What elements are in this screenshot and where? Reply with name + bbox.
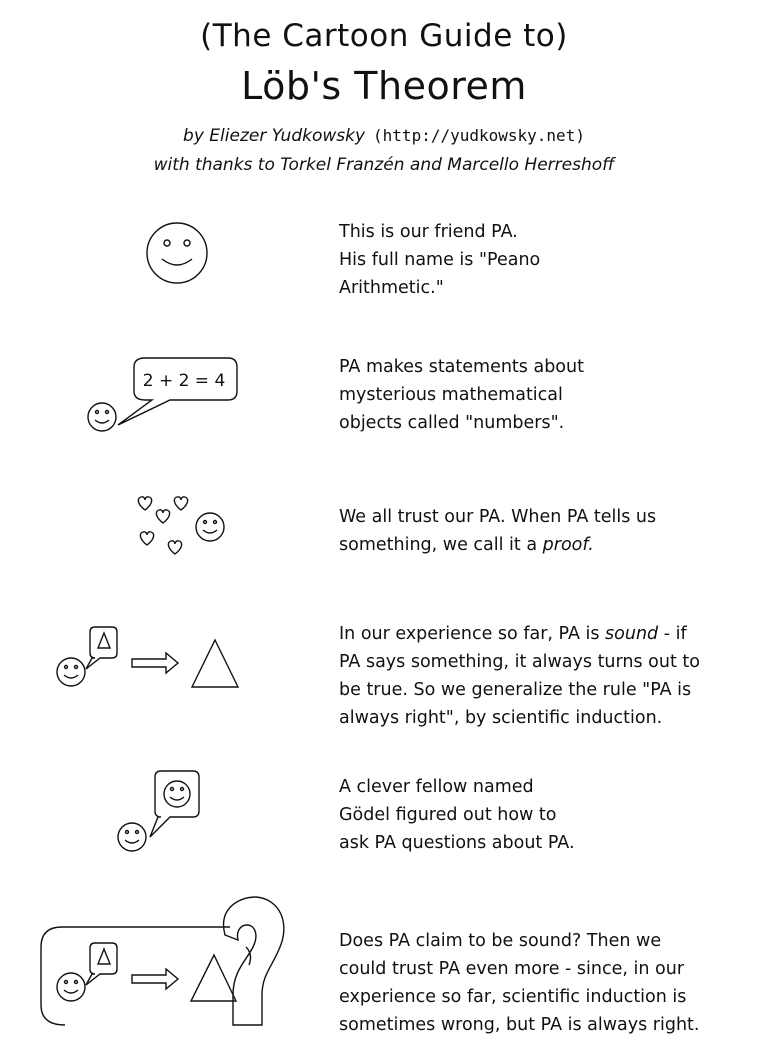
text-line: mysterious mathematical xyxy=(339,385,563,405)
subtitle: (The Cartoon Guide to) xyxy=(200,18,568,54)
panel-5-illustration xyxy=(0,765,300,860)
triangle-icon xyxy=(192,640,238,687)
panel-1-illustration xyxy=(0,215,300,295)
text-line: ask PA questions about PA. xyxy=(339,833,575,853)
panel-6-illustration xyxy=(0,895,320,1024)
byline-url[interactable]: (http://yudkowsky.net) xyxy=(373,126,585,145)
panel-3-illustration xyxy=(0,490,300,570)
panel-5-text xyxy=(339,773,739,857)
implies-arrow-icon xyxy=(132,653,178,673)
speech-bubble xyxy=(86,943,117,985)
smiley-face-icon xyxy=(88,403,116,431)
heart-icon xyxy=(156,510,169,523)
text-line: Does PA claim to be sound? Then we xyxy=(339,931,662,951)
emphasis-proof: proof. xyxy=(542,535,594,555)
heart-icon xyxy=(168,541,181,554)
text-line: A clever fellow named xyxy=(339,777,534,797)
page-title: Löb's Theorem xyxy=(241,64,527,108)
byline xyxy=(0,126,768,146)
text-line: could trust PA even more - since, in our xyxy=(339,959,685,979)
panel-4-illustration xyxy=(0,620,300,700)
text-line: We all trust our PA. When PA tells us xyxy=(339,507,657,527)
text-fragment: - if xyxy=(658,624,687,644)
speech-bubble xyxy=(118,358,237,425)
implies-arrow-icon xyxy=(132,969,178,989)
panel-3-text xyxy=(339,503,739,559)
smiley-face-icon xyxy=(164,781,190,807)
smiley-face-icon xyxy=(57,658,85,686)
thanks-line: with thanks to Torkel Franzén and Marcello Herreshoff xyxy=(153,155,615,175)
text-line: sometimes wrong, but PA is always right. xyxy=(339,1015,700,1035)
panel-1-text xyxy=(339,218,739,302)
text-fragment: In our experience so far, PA is xyxy=(339,624,606,644)
heart-icon xyxy=(138,497,151,510)
text-fragment: something, we call it a xyxy=(339,535,543,555)
emphasis-sound: sound xyxy=(605,624,659,644)
text-line: This is our friend PA. xyxy=(339,222,518,242)
bubble-text: 2 + 2 = 4 xyxy=(142,371,226,391)
triangle-icon xyxy=(98,633,110,648)
panel-2-illustration xyxy=(0,350,300,440)
text-line: PA says something, it always turns out to xyxy=(339,652,700,672)
smiley-face-icon xyxy=(118,823,146,851)
speech-bubble xyxy=(86,627,117,669)
text-line: experience so far, scientific induction is xyxy=(339,987,687,1007)
smiley-face-icon xyxy=(147,223,207,283)
text-line: be true. So we generalize the rule "PA is xyxy=(339,680,692,700)
text-line: objects called "numbers". xyxy=(339,413,565,433)
smiley-face-icon xyxy=(196,513,224,541)
triangle-icon xyxy=(98,949,110,964)
text-line xyxy=(339,620,739,648)
text-line: PA makes statements about xyxy=(339,357,584,377)
byline-author: by Eliezer Yudkowsky xyxy=(183,126,366,146)
heart-icon xyxy=(174,497,187,510)
panel-2-text xyxy=(339,353,739,437)
panel-6-text xyxy=(339,927,739,1039)
text-line xyxy=(339,531,739,559)
triangle-icon xyxy=(191,955,236,1001)
text-line: His full name is "Peano xyxy=(339,250,541,270)
enclosing-box xyxy=(41,927,230,1025)
panel-4-text xyxy=(339,620,739,732)
speech-bubble xyxy=(150,771,199,837)
question-mark-icon xyxy=(224,897,284,1025)
text-line: Gödel figured out how to xyxy=(339,805,557,825)
text-line: always right", by scientific induction. xyxy=(339,708,663,728)
heart-icon xyxy=(140,532,153,545)
text-line: Arithmetic." xyxy=(339,278,444,298)
smiley-face-icon xyxy=(57,973,85,1001)
